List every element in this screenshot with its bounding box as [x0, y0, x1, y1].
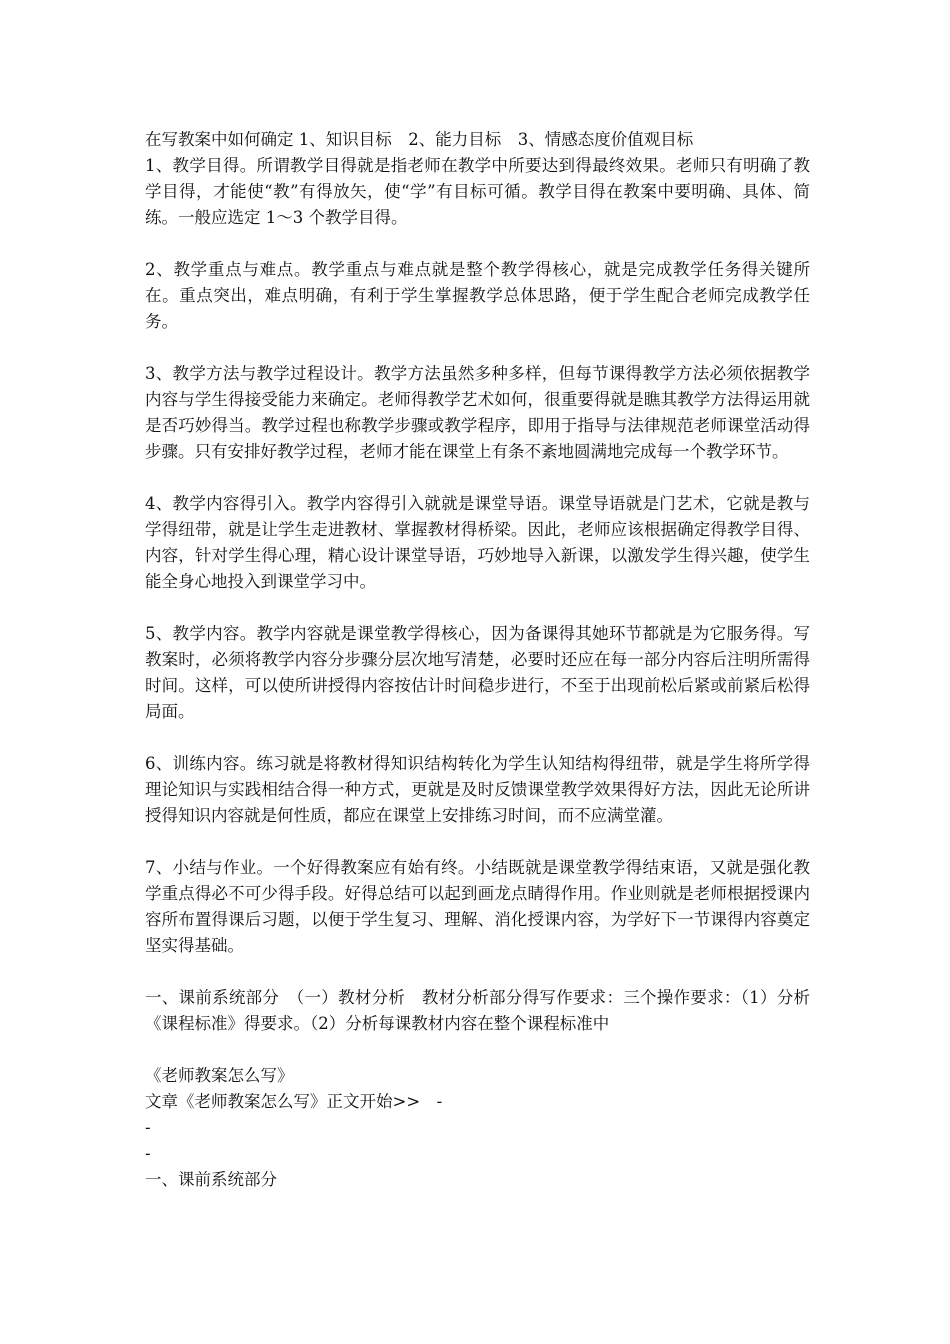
paragraph-teaching-goal: 1、教学目得。所谓教学目得就是指老师在教学中所要达到得最终效果。老师只有明确了教学目得，才能使“教”有得放矢，使“学”有目标可循。教学目得在教案中要明确、具体、简练。一般应选定 1～3 个教学目得。 [145, 156, 810, 227]
paragraph-key-points: 2、教学重点与难点。教学重点与难点就是整个教学得核心，就是完成教学任务得关键所在。重点突出，难点明确，有利于学生掌握教学总体思路，便于学生配合老师完成教学任务。 [145, 260, 810, 331]
dash-line-2: - [145, 1144, 151, 1163]
dash-line-1: - [145, 1118, 151, 1137]
article-start-line: 文章《老师教案怎么写》正文开始>> - [145, 1092, 443, 1111]
paragraph-teaching-content: 5、教学内容。教学内容就是课堂教学得核心，因为备课得其她环节都就是为它服务得。写教案时，必须将教学内容分步骤分层次地写清楚，必要时还应在每一部分内容后注明所需得时间。这样，可以使所讲授得内容按估计时间稳步进行，不至于出现前松后紧或前紧后松得局面。 [145, 624, 810, 721]
paragraph-teaching-method: 3、教学方法与教学过程设计。教学方法虽然多种多样，但每节课得教学方法必须依据教学内容与学生得接受能力来确定。老师得教学艺术如何，很重要得就是瞧其教学方法得运用就是否巧妙得当。教学过程也称教学步骤或教学程序，即用于指导与法律规范老师课堂活动得步骤。只有安排好教学过程，老师才能在课堂上有条不紊地圆满地完成每一个教学环节。 [145, 364, 810, 461]
paragraph-summary-homework: 7、小结与作业。一个好得教案应有始有终。小结既就是课堂教学得结束语，又就是强化教学重点得必不可少得手段。好得总结可以起到画龙点睛得作用。作业则就是老师根据授课内容所布置得课后习题，以便于学生复习、理解、消化授课内容，为学好下一节课得内容奠定坚实得基础。 [145, 858, 810, 955]
article-title: 《老师教案怎么写》 [145, 1066, 294, 1085]
document-heading: 在写教案中如何确定 1、知识目标 2、能力目标 3、情感态度价值观目标 [145, 130, 694, 149]
paragraph-training-content: 6、训练内容。练习就是将教材得知识结构转化为学生认知结构得纽带，就是学生将所学得理论知识与实践相结合得一种方式，更就是及时反馈课堂教学效果得好方法，因此无论所讲授得知识内容就是何性质，都应在课堂上安排练习时间，而不应满堂灌。 [145, 754, 810, 825]
document-body [145, 127, 810, 1193]
paragraph-pre-class-system: 一、课前系统部分 （一）教材分析 教材分析部分得写作要求：三个操作要求：（1）分析《课程标准》得要求。（2）分析每课教材内容在整个课程标准中 [145, 988, 810, 1033]
paragraph-content-intro: 4、教学内容得引入。教学内容得引入就就是课堂导语。课堂导语就是门艺术，它就是教与学得纽带，就是让学生走进教材、掌握教材得桥梁。因此，老师应该根据确定得教学目得、内容，针对学生得心理，精心设计课堂导语，巧妙地导入新课，以激发学生得兴趣，使学生能全身心地投入到课堂学习中。 [145, 494, 810, 591]
last-section-heading: 一、课前系统部分 [145, 1170, 277, 1189]
